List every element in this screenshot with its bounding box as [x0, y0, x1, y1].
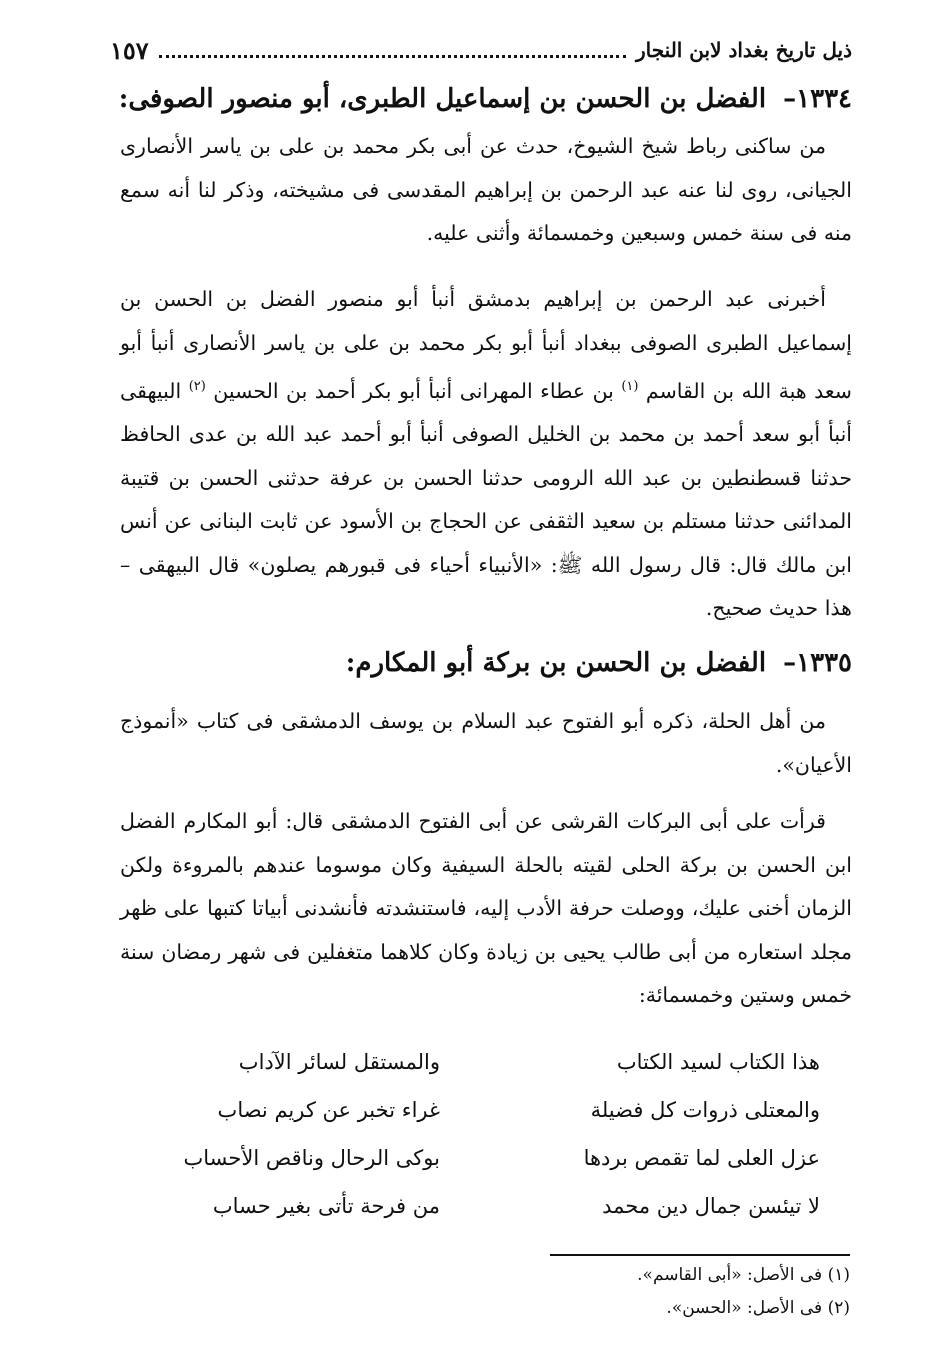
poem-verse: [140, 1134, 820, 1182]
footnote-ref-2: (٢): [188, 379, 206, 394]
poem-second-hemistich: غراء تخبر عن كريم نصاب: [217, 1098, 440, 1122]
poem-first-hemistich: عزل العلى لما تقمص بردها: [583, 1146, 820, 1170]
running-header: [110, 30, 852, 70]
isnad-part-3: البيهقى أنبأ أبو سعد أحمد بن محمد بن الخليل الصوفى أنبأ أبو أحمد عبد الله بن عدى الحافظ حدثنا قسطنطين بن عبد الله الرومى حدثنا الحسن بن عرفة حدثنى الحسن بن قتيبة المدائنى حدثنا مستلم بن سعيد الثقفى عن الحجاج بن الأسود عن ثابت البنانى عن أنس ابن مالك قال: قال رسول الله ﷺ: «الأنبياء أحياء فى قبورهم يصلون» قال البيهقى – هذا حديث صحيح.: [120, 378, 852, 621]
poem-verse: [140, 1182, 820, 1230]
leader-dots: [159, 43, 626, 58]
entry-title-1335: [346, 648, 852, 678]
entry-heading: الفضل بن الحسن بن إسماعيل الطبرى، أبو منصور الصوفى:: [118, 84, 767, 114]
entry-number: ١٣٣٥–: [783, 648, 852, 678]
paragraph: قرأت على أبى البركات القرشى عن أبى الفتوح الدمشقى قال: أبو المكارم الفضل ابن الحسن بن بركة الحلى لقيته بالحلة السيفية وكان موسوما عندهم بالمروءة ولكن الزمان أخنى عليك، ووصلت حرفة الأدب إليه، فاستنشدته فأنشدنى أبياتا كتبها على ظهر مجلد استعاره من أبى طالب يحيى بن زيادة وكان كلاهما متغفلين فى شهر رمضان سنة خمس وستين وخمسمائة:: [120, 809, 852, 1007]
entry-number: ١٣٣٤–: [783, 84, 852, 114]
poem-second-hemistich: بوكى الرحال وناقص الأحساب: [183, 1146, 440, 1170]
footnote-divider: [550, 1254, 850, 1256]
footnote-2: (٢) فى الأصل: «الحسن».: [666, 1298, 850, 1318]
paragraph: من أهل الحلة، ذكره أبو الفتوح عبد السلام بن يوسف الدمشقى فى كتاب «أنموذج الأعيان».: [120, 709, 852, 777]
isnad-part-2: بن عطاء المهرانى أنبأ أبو بكر أحمد بن الحسين: [213, 378, 614, 403]
poem-first-hemistich: والمعتلى ذروات كل فضيلة: [590, 1098, 820, 1122]
entry-title-1334: [119, 84, 852, 114]
poem-second-hemistich: من فرحة تأتى بغير حساب: [212, 1194, 440, 1218]
paragraph: من ساكنى رباط شيخ الشيوخ، حدث عن أبى بكر محمد بن على بن ياسر الأنصارى الجيانى، روى لنا عنه عبد الرحمن بن إبراهيم المقدسى فى مشيخته، وذكر لنا أنه سمع منه فى سنة خمس وسبعين وخمسمائة وأثنى عليه.: [120, 134, 852, 245]
footnote-ref-1: (١): [621, 379, 639, 394]
isnad-part-1: أخبرنى عبد الرحمن بن إبراهيم بدمشق أنبأ أبو منصور الفضل بن الحسن بن إسماعيل الطبرى الصوفى ببغداد أنبأ أبو بكر محمد بن على بن ياسر الأنصارى أنبأ أبو سعد هبة الله بن القاسم: [120, 287, 852, 403]
entry-heading: الفضل بن الحسن بن بركة أبو المكارم:: [345, 648, 767, 678]
footnote-1: (١) فى الأصل: «أبى القاسم».: [637, 1265, 850, 1285]
poem-verse: [140, 1086, 820, 1134]
isnad-paragraph: [120, 278, 852, 631]
poem-first-hemistich: هذا الكتاب لسيد الكتاب: [616, 1050, 820, 1074]
poem-second-hemistich: والمستقل لسائر الآداب: [238, 1050, 440, 1074]
page-number: ١٥٧: [110, 35, 149, 65]
poem: [140, 1038, 820, 1230]
running-title: ذيل تاريخ بغداد لابن النجار: [636, 38, 852, 62]
poem-first-hemistich: لا تيئسن جمال دين محمد: [602, 1194, 820, 1218]
poem-verse: [140, 1038, 820, 1086]
